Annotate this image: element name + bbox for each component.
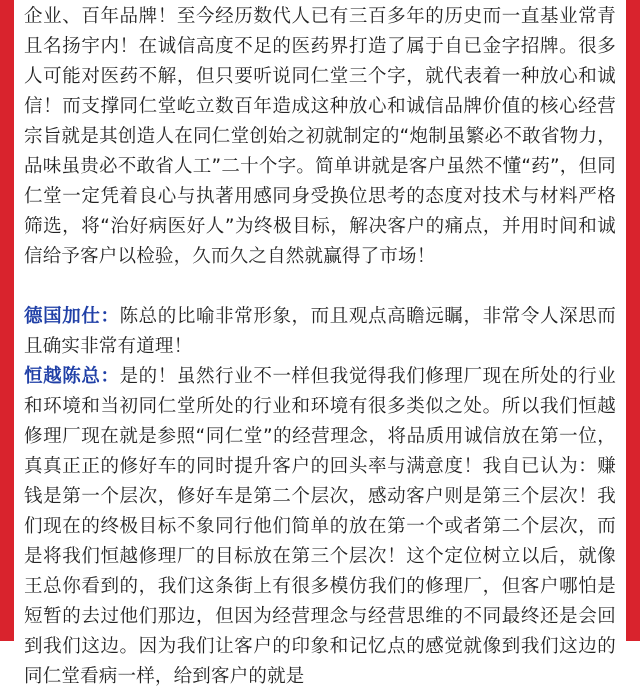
article-body [24, 2, 616, 692]
speaker-label-hengyue-chen: 恒越陈总： [24, 366, 120, 387]
paragraph-hengyue-chen [24, 362, 616, 692]
paragraph-germany-jiashi [24, 302, 616, 362]
paragraph-tongrentang: 企业、百年品牌！至今经历数代人已有三百多年的历史而一直基业常青且名扬宇内！在诚信高度不足的医药界打造了属于自已金字招牌。很多人可能对医药不解，但只要听说同仁堂三个字，就代表着一种放心和诚信！而支撑同仁堂屹立数百年造成这种放心和诚信品牌价值的核心经营宗旨就是其创造人在同仁堂创始之初就制定的“炮制虽繁必不敢省物力，品味虽贵必不敢省人工”二十个字。简单讲就是客户虽然不懂“药”，但同仁堂一定凭着良心与执著用感同身受换位思考的态度对技术与材料严格筛选，将“治好病医好人”为终极目标，解决客户的痛点，并用时间和诚信给予客户以检验，久而久之自然就赢得了市场！ [24, 6, 616, 267]
speaker-label-germany-jiashi: 德国加仕： [24, 306, 120, 327]
speaker-text-hengyue-chen: 是的！虽然行业不一样但我觉得我们修理厂现在所处的行业和环境和当初同仁堂所处的行业和环境有很多类似之处。所以我们恒越修理厂现在就是参照“同仁堂”的经营理念，将品质用诚信放在第一位，真真正正的修好车的同时提升客户的回头率与满意度！我自已认为：赚钱是第一个层次，修好车是第二个层次，感动客户则是第三个层次！我们现在的终极目标不象同行他们简单的放在第一个或者第二个层次，而是将我们恒越修理厂的目标放在第三个层次！这个定位树立以后，就像王总你看到的，我们这条街上有很多模仿我们的修理厂，但客户哪怕是短暂的去过他们那边，但因为经营理念与经营思维的不同最终还是会回到我们这边。因为我们让客户的印象和记忆点的感觉就像到我们这边的同仁堂看病一样，给到客户的就是 [24, 366, 616, 687]
speaker-text-germany-jiashi: 陈总的比喻非常形象，而且观点高瞻远瞩，非常令人深思而且确实非常有道理！ [24, 306, 616, 357]
paragraph-spacer [24, 272, 616, 302]
